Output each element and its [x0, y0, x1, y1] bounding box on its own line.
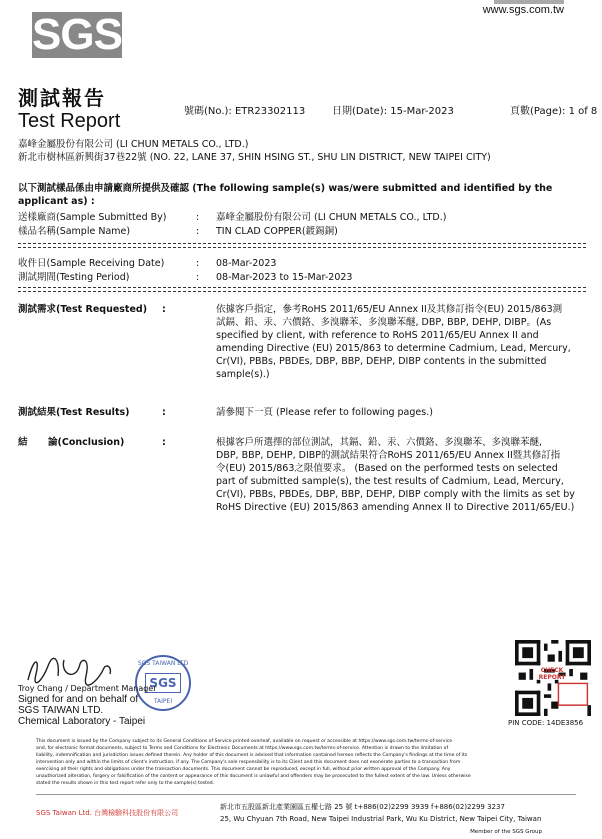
text-line: sample(s).) — [216, 369, 270, 380]
report-number — [184, 102, 305, 117]
divider-middle — [18, 287, 586, 288]
sgs-logo: SGS — [32, 10, 122, 59]
report-no-value: ETR23302113 — [234, 106, 306, 117]
sample-name-label: 樣品名稱(Sample Name) — [18, 226, 131, 237]
date-label: 日期(Date): — [332, 106, 388, 117]
disclaimer-line: liability, indemnification and jurisdiction issues defined therein. Any holder of this document is advised that information contained hereon reflects the Company's findings at the time of its — [36, 753, 468, 758]
test-requested-label: 測試需求(Test Requested) — [18, 304, 148, 315]
report-date — [332, 102, 454, 117]
text-line: 根據客戶所選擇的部位測試，其鎘、鉛、汞、六價鉻、多溴聯苯、多溴聯苯醚, — [216, 437, 543, 448]
testing-period-label: 測試期間(Testing Period) — [18, 272, 130, 283]
member-note: Member of the SGS Group — [470, 829, 542, 835]
receiving-date-label: 收件日(Sample Receiving Date) — [18, 258, 165, 269]
disclaimer-line: unauthorized alteration, forgery or falsification of the content or appearance of this document is unlawful and offenders may be prosecuted to the fullest extent of the law. Unless otherwise — [36, 774, 471, 779]
laboratory-name: Chemical Laboratory - Taipei — [18, 716, 146, 727]
date-value: 15-Mar-2023 — [390, 106, 454, 117]
text-line: Cr(VI), PBBs, PBDEs, DBP, BBP, DEHP, DIBP contents in the submitted — [216, 356, 547, 367]
text-line: part of submitted sample(s), the test results of Cadmium, Lead, Mercury, — [216, 476, 564, 487]
title-english: Test Report — [18, 110, 121, 132]
colon: : — [196, 212, 200, 223]
divider-middle-2 — [18, 291, 586, 292]
text-line: RoHS Directive (EU) 2015/863 amending Annex II to Directive 2011/65/EU.) — [216, 502, 575, 513]
disclaimer-line: This document is issued by the Company subject to its General Conditions of Service printed overleaf, available on request or accessible at https://www.sgs.com.tw/terms-of-service — [36, 739, 453, 744]
divider-top-2 — [18, 247, 586, 248]
text-line: DBP, BBP, DEHP, DIBP的測試結果符合RoHS 2011/65/EU Annex II暨其修訂指 — [216, 450, 561, 461]
report-no-label: 號碼(No.): — [184, 106, 232, 117]
stamp-bottom-text: TAIPEI — [153, 698, 173, 705]
disclaimer-line: and, for electronic format documents, subject to Terms and Conditions for Electronic Documents at https://www.sgs.com.tw/terms-of-service. Attention is drawn to the limitation of — [36, 746, 449, 751]
pin-code: PIN CODE: 14DE3856 — [508, 719, 584, 727]
conclusion-text — [216, 436, 588, 514]
address-english: 25, Wu Chyuan 7th Road, New Taipei Industrial Park, Wu Ku District, New Taipei City, Taiwan — [220, 815, 542, 823]
text-line: 令(EU) 2015/863之限值要求。 (Based on the performed tests on selected — [216, 463, 558, 474]
footer-company: SGS Taiwan Ltd. 台灣檢驗科技股份有限公司 — [36, 809, 179, 817]
conclusion-label-a: 結 — [18, 437, 28, 448]
disclaimer-line: exercising all their rights and obligations under the transaction documents. This document cannot be reproduced, except in full, without prior written approval of the Company. Any — [36, 767, 451, 772]
company-stamp — [135, 655, 191, 711]
intro-line-1: 以下測試樣品係由申請廠商所提供及確認 (The following sample(s) was/were submitted and identified by the — [18, 183, 553, 194]
signatory-name: Troy Chang / Department Manager — [18, 684, 157, 693]
stamp-logo: SGS — [145, 673, 181, 693]
company-name: SGS TAIWAN LTD. — [18, 705, 104, 716]
signature-image — [20, 652, 120, 688]
submitted-by-label: 送樣廠商(Sample Submitted By) — [18, 212, 167, 223]
colon: : — [196, 272, 200, 283]
text-line: specified by client, with reference to RoHS 2011/65/EU Annex II and — [216, 330, 539, 341]
stamp-top-text: SGS TAIWAN LTD — [137, 660, 189, 667]
test-requested-text — [216, 303, 588, 381]
divider-top — [18, 243, 586, 244]
testing-period-value: 08-Mar-2023 to 15-Mar-2023 — [216, 272, 353, 283]
colon: : — [196, 258, 200, 269]
sample-name-value: TIN CLAD COPPER(鍍錫銅) — [216, 226, 338, 237]
title-chinese: 測試報告 — [18, 86, 106, 110]
colon: : — [196, 226, 200, 237]
disclaimer-line: intervention only and within the limits of client's instruction, if any. The Company's sole responsibility is to its Client and this document does not exonerate parties to a transaction from — [36, 760, 461, 765]
text-line: amending Directive (EU) 2015/863 to determine Cadmium, Lead, Mercury, — [216, 343, 571, 354]
test-results-text: 請參閱下一頁 (Please refer to following pages.) — [216, 407, 433, 418]
address-chinese: 新北市五股區新北產業園區五權七路 25 號 t+886(02)2299 3939 f+886(02)2299 3237 — [220, 803, 505, 811]
test-results-label: 測試結果(Test Results) — [18, 407, 130, 418]
text-line: 依據客戶指定，參考RoHS 2011/65/EU Annex II及其修訂指令(EU) 2015/863測 — [216, 304, 563, 315]
conclusion-label-b: 論(Conclusion) — [48, 437, 125, 448]
footer-disclaimer — [36, 738, 576, 787]
website-url[interactable]: www.sgs.com.tw — [482, 4, 564, 16]
footer-divider — [36, 794, 576, 795]
applicant-address: 新北市樹林區新興街37巷22號 (NO. 22, LANE 37, SHIN HSING ST., SHU LIN DISTRICT, NEW TAIPEI CITY) — [18, 152, 491, 163]
signed-on-behalf: Signed for and on behalf of — [18, 694, 139, 705]
check-report-badge[interactable]: CHECK REPORT — [538, 667, 566, 681]
text-line: 試鎘、鉛、汞、六價鉻、多溴聯苯、多溴聯苯醚, DBP, BBP, DEHP, DIBP。(As — [216, 317, 552, 328]
colon: : — [162, 437, 166, 448]
page-label: 頁數(Page): — [510, 106, 566, 117]
intro-line-2: applicant as) : — [18, 196, 95, 207]
page-number — [510, 102, 597, 117]
receiving-date-value: 08-Mar-2023 — [216, 258, 277, 269]
colon: : — [162, 304, 166, 315]
text-line: Cr(VI), PBBs, PBDEs, DBP, BBP, DEHP, DIBP comply with the limits as set by — [216, 489, 575, 500]
applicant-name: 嘉峰金屬股份有限公司 (LI CHUN METALS CO., LTD.) — [18, 139, 249, 150]
disclaimer-line: stated the results shown in this test report refer only to the sample(s) tested. — [36, 781, 215, 786]
page-value: 1 of 8 — [568, 106, 598, 117]
colon: : — [162, 407, 166, 418]
submitted-by-value: 嘉峰金屬股份有限公司 (LI CHUN METALS CO., LTD.) — [216, 212, 447, 223]
footer-address — [220, 801, 541, 825]
